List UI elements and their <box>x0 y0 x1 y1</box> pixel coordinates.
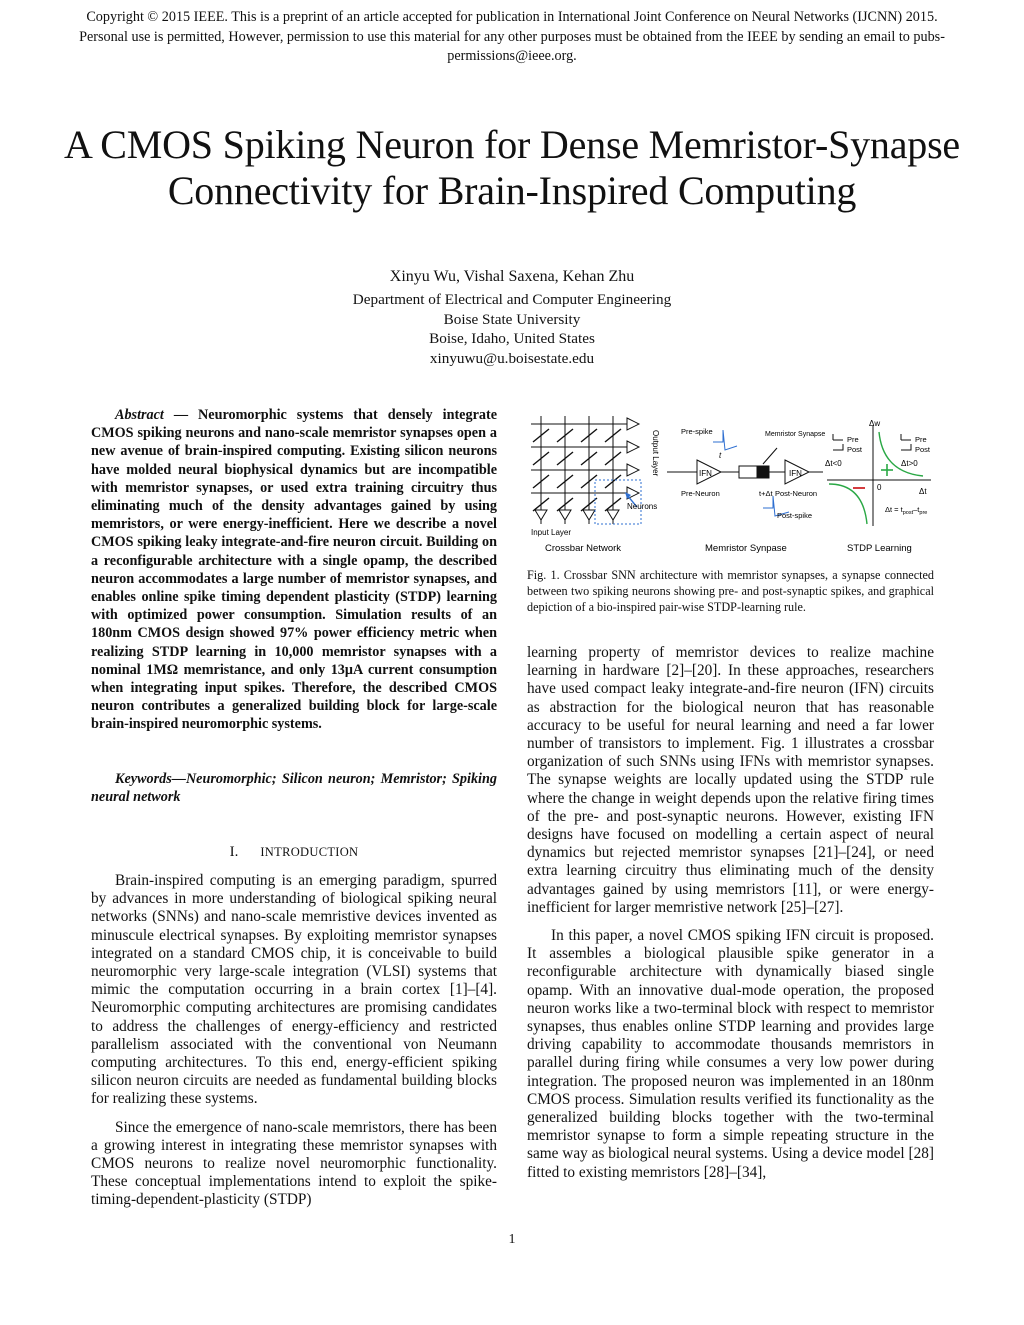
pre-label-left: Pre <box>847 435 859 444</box>
paragraph: Since the emergence of nano-scale memristors, there has been a growing interest in integrating these memristor synapses with CMOS neurons to realize novel neuromorphic functionality. These conceptual implementations intend to exploit the spike-timing-dependent-plasticity (STDP) <box>91 1118 497 1209</box>
figure-caption: Fig. 1. Crossbar SNN architecture with memristor synapses, a synapse connected between two spiking neurons showing pre- and post-synaptic spikes, and graphical depiction of a bio-inspired pair-wise STDP-learning rule. <box>527 568 934 614</box>
figure-1-diagram <box>527 412 937 558</box>
dt-axis-label: Δt <box>919 487 927 496</box>
pre-spike-label: Pre-spike <box>681 427 713 436</box>
post-spike-label: Post-spike <box>777 511 813 520</box>
zero-label: 0 <box>877 483 882 492</box>
dt-pos-label: Δt>0 <box>901 459 918 468</box>
section-heading <box>91 844 497 861</box>
memristor-synapse-label: Memristor Synapse <box>765 431 826 438</box>
neurons-label: Neurons <box>627 502 658 511</box>
affiliation <box>212 290 812 368</box>
input-layer-label: Input Layer <box>531 528 572 537</box>
location: Boise, Idaho, United States <box>429 330 595 348</box>
university: Boise State University <box>443 310 581 328</box>
section-number: I. <box>229 844 239 860</box>
crossbar-network <box>531 416 641 524</box>
email: xinyuwu@u.boisestate.edu <box>429 349 595 367</box>
abstract-text: Neuromorphic systems that densely integrate CMOS spiking neurons and nano-scale memristor synapses open a new avenue of brain-inspired computing. Existing silicon neurons have molded neural biophysical dynamics but are incompatible with memristor synapses, or used extra training circuitry thus eliminating much of the density advantages gained by using memristors, or were energy-inefficient. Here we describe a novel CMOS spiking leaky integrate-and-fire neuron circuit. Building on a reconfigurable architecture with a single opamp, the described neuron accommodates a large number of memristor synapses, and enables online spike timing dependent plasticity (STDP) learning with optimized power consumption. Simulation results of an 180nm CMOS design showed 97% power efficiency metric when realizing STDP learning in 10,000 memristor synapses with a nominal 1MΩ memristance, and only 13μA current consumption when integrating input spikes. Therefore, the described CMOS neuron contributes a generalized building block for large-scale brain-inspired neuromorphic systems. <box>91 407 497 733</box>
dt-neg-label: Δt<0 <box>825 459 842 468</box>
authors: Xinyu Wu, Vishal Saxena, Kehan Zhu <box>389 268 635 285</box>
post-label-left: Post <box>847 445 863 454</box>
department: Department of Electrical and Computer Engineering <box>352 291 672 308</box>
ifn-pre-label: IFN <box>699 469 712 478</box>
crossbar-network-caption: Crossbar Network <box>545 543 622 554</box>
dt-formula: $\Delta t = t_{post}-t_{pre}$ <box>885 505 928 516</box>
post-label-right: Post <box>915 445 931 454</box>
page-number: 1 <box>508 1232 516 1247</box>
copyright-notice: Copyright © 2015 IEEE. This is a preprint of an article accepted for publication in International Joint Conference on Neural Networks (IJCNN) 2015. Personal use is permitted, However, permission to use this material for any other purposes must be obtained from the IEEE by sending an email to pubs-permissions@ieee.org. <box>79 9 945 65</box>
stdp-learning-caption: STDP Learning <box>847 543 912 554</box>
left-column-body <box>91 872 497 1210</box>
abstract <box>91 406 497 734</box>
dw-label: Δw <box>869 419 881 428</box>
output-layer-label: Output Layer <box>651 430 660 477</box>
paragraph: In this paper, a novel CMOS spiking IFN circuit is proposed. It assembles a biological plausible spike generator in a reconfigurable architecture with dynamically biased single opamp. With an innovative dual-mode operation, the proposed neuron works like a two-terminal block with respect to memristor synapses, thus enables online STDP learning and provides large driving capability to accommodate thousands memristors in parallel during firing while consumes a very low power during integration. The proposed neuron was implemented in an 180nm CMOS process. Simulation results verified its functionality as the generalized building blocks together with the two-terminal memristor synapse to form a simple repeating structure in the same way as biological neural systems. Using a device model [28] fitted to existing memristors [28]–[34], <box>527 927 934 1181</box>
abstract-label: Abstract <box>115 407 164 423</box>
figure-1 <box>527 412 937 558</box>
paragraph: Brain-inspired computing is an emerging paradigm, spurred by advances in more understanding of biological spiking neural networks (SNNs) and nano-scale memristive devices invented as minuscule electrical synapses. By exploiting memristor synapses integrated on a standard CMOS chip, it is conceivable to build neuromorphic very large-scale integration (VLSI) systems that mimic the computation occurring in a brain cortex [1]–[4]. Neuromorphic computing architectures are promising candidates to address the challenges of energy-efficiency and restricted parallelism associated with the conventional von Neumann computing architectures. To this end, energy-efficient spiking silicon neuron circuits are needed as fundamental building blocks for realizing these systems. <box>91 872 497 1108</box>
paper-title: A CMOS Spiking Neuron for Dense Memristor-Synapse Connectivity for Brain-Inspired Computing <box>63 122 960 213</box>
t-dt-label: t+Δt <box>759 489 773 498</box>
ifn-post-label: IFN <box>789 469 802 478</box>
pre-neuron-label: Pre-Neuron <box>681 489 720 498</box>
keywords: Keywords—Neuromorphic; Silicon neuron; Memristor; Spiking neural network <box>91 771 497 806</box>
paragraph: learning property of memristor devices to realize machine learning in hardware [2]–[20]. In these approaches, researchers have used compact leaky integrate-and-fire neuron (IFN) circuits as abstraction for the biological neuron that has reasonable accuracy to be useful for neural learning and need a far lower number of transistors to implement. Fig. 1 illustrates a crossbar organization of such SNNs using IFNs with memristor synapses. The synapse weights are locally updated using the STDP rule where the change in weight depends upon the relative firing times of the pre- and post-synaptic neurons. However, existing IFN designs have focused on modelling a certain aspect of neural dynamics but rejected memristor synapses [21]–[24], or need extra learning circuitry thus eliminating much of the density advantages gained by using memristors [11], or were energy-inefficient for larger memristive network [25]–[27]. <box>527 644 934 916</box>
section-title: INTRODUCTION <box>260 845 359 859</box>
memristor-synapse-caption: Memristor Synpase <box>705 543 787 554</box>
abstract-dash: — <box>173 407 189 423</box>
t-label: t <box>719 451 722 460</box>
post-neuron-label: Post-Neuron <box>775 489 818 498</box>
pre-label-right: Pre <box>915 435 927 444</box>
right-column-body <box>527 644 934 1182</box>
